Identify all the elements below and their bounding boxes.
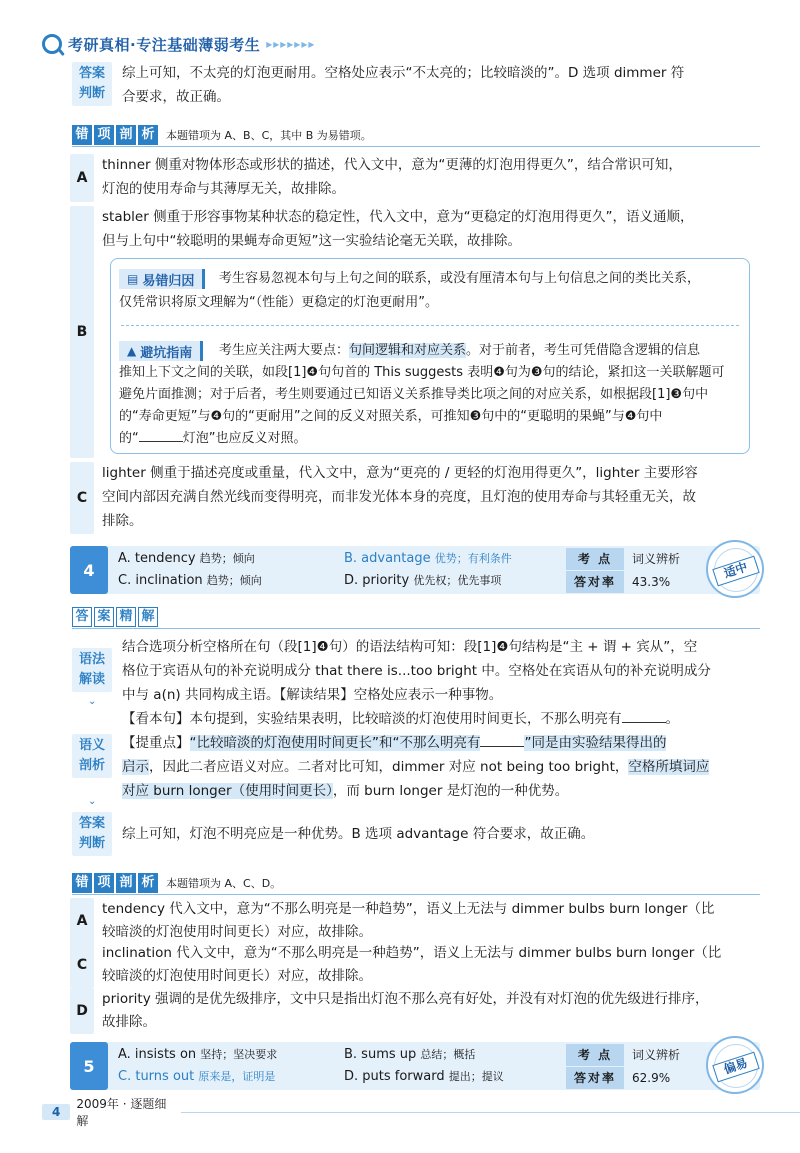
tip-label-error-cause: ▤ 易错归因 <box>119 269 205 289</box>
option-letter-d: D <box>70 988 94 1034</box>
header-title: 考研真相·专注基础薄弱考生 <box>68 35 261 54</box>
option-letter-a: A <box>70 154 94 202</box>
tip2-line-2: 推知上下文之间的关联，如段[1]❹句句首的 This suggests 表明❹句为❸句的结论，紧扣这一关联解题可 <box>119 365 725 380</box>
error-note: 本题错项为 A、C、D。 <box>166 877 282 890</box>
blank-line <box>480 746 524 747</box>
error-analysis-heading: 错 项 剖 析 本题错项为 A、B、C，其中 B 为易错项。 <box>72 124 372 146</box>
option-letter-c: C <box>70 942 94 988</box>
blank-line <box>622 722 666 723</box>
divider <box>72 146 760 147</box>
tip2-line-1: 考生应关注两大要点：句间逻辑和对应关系。对于前者，考生可凭借隐含逻辑的信息 <box>219 343 701 358</box>
magnifier-logo-icon <box>42 34 62 54</box>
option-letter-a: A <box>70 898 94 944</box>
grammar-line-1: 结合选项分析空格所在句（段[1]❹句）的语法结构可知：段[1]❹句结构是“主 + 谓 + 宾从”，空 <box>122 639 698 655</box>
semantic-tag: 语义 剖析 <box>72 734 112 778</box>
option-letter-c: C <box>70 462 94 534</box>
question-4-box <box>70 546 760 594</box>
tip-box <box>110 258 750 454</box>
tip1-line-1: 考生容易忽视本句与上句之间的联系，或没有厘清本句与上句信息之间的类比关系， <box>219 271 701 286</box>
option-a-line-1: thinner 侧重对物体形态或形状的描述，代入文中，意为“更薄的灯泡用得更久”，结合常识可知， <box>102 157 682 173</box>
tip2-line-4: 的“寿命更短”与❹句的“更耐用”之间的反义对照关系，可推知❸句中的“更聪明的果蝇”与❹句中 <box>119 409 663 424</box>
option-c-line-3: 排除。 <box>102 513 143 529</box>
option-d-line-1: priority 强调的是优先级排序，文中只是指出灯泡不那么亮有好处，并没有对灯泡的优先级进行排序， <box>102 991 709 1007</box>
q4-option-b[interactable]: B. advantage 优势；有利条件 <box>344 551 512 566</box>
tip1-line-2: 仅凭常识将原文理解为“（性能）更稳定的灯泡更耐用”。 <box>119 295 438 310</box>
tip-label-avoid-pitfall: ▲ 避坑指南 <box>119 341 203 361</box>
option-c-line-2: 较暗淡的灯泡使用时间更长）对应，故排除。 <box>102 968 372 984</box>
option-b-line-2: 但与上句中“较聪明的果蝇寿命更短”这一实验结论毫无关联，故排除。 <box>102 233 521 249</box>
q5-option-c[interactable]: C. turns out 原来是，证明是 <box>118 1069 276 1084</box>
option-c-line-1: inclination 代入文中，意为“不那么明亮是一种趋势”，语义上无法与 dimmer bulbs burn longer（比 <box>102 945 722 961</box>
q5-option-b[interactable]: B. sums up 总结；概括 <box>344 1047 476 1062</box>
q4-option-a[interactable]: A. tendency 趋势；倾向 <box>118 551 255 566</box>
option-a-line-2: 较暗淡的灯泡使用时间更长）对应，故排除。 <box>102 924 372 940</box>
difficulty-badge: 适中 <box>706 540 764 598</box>
page-header <box>42 32 315 56</box>
conclusion-tag: 答案 判断 <box>72 812 112 856</box>
conclusion-line: 综上可知，灯泡不明亮应是一种优势。B 选项 advantage 符合要求，故正确。 <box>122 826 595 842</box>
option-c-line-1: lighter 侧重于描述亮度或重量，代入文中，意为“更亮的 / 更轻的灯泡用得更久”，lighter 主要形容 <box>102 465 698 481</box>
q5-option-a[interactable]: A. insists on 坚持；坚决要求 <box>118 1047 278 1062</box>
semantic-line-4: 对应 burn longer（使用时间更长），而 burn longer 是灯泡的一种优势。 <box>122 783 569 799</box>
chevron-down-icon: ⌄ <box>88 696 97 707</box>
grammar-line-2: 格位于宾语从句的补充说明成分 that there is...too bright 中。空格处在宾语从句的补充说明成分 <box>122 663 711 679</box>
stats: 考 点 词义辨析 答对率 62.9% <box>566 1042 696 1090</box>
page-footer <box>42 1097 800 1128</box>
warning-icon: ▲ <box>127 344 137 358</box>
q4-option-d[interactable]: D. priority 优先权；优先事项 <box>344 573 502 588</box>
option-a-line-1: tendency 代入文中，意为“不那么明亮是一种趋势”，语义上无法与 dimmer bulbs burn longer（比 <box>102 901 715 917</box>
question-number: 5 <box>70 1042 108 1090</box>
option-d-line-2: 故排除。 <box>102 1014 156 1030</box>
stats: 考 点 词义辨析 答对率 43.3% <box>566 546 696 594</box>
header-arrows: ▸▸▸▸▸▸▸ <box>266 37 316 51</box>
blank-line <box>139 441 183 442</box>
semantic-line-2: 【提重点】“比较暗淡的灯泡使用时间更长”和“不那么明亮有 ”同是由实验结果得出的 <box>122 735 667 751</box>
q4-option-c[interactable]: C. inclination 趋势；倾向 <box>118 573 262 588</box>
footer-rule <box>181 1112 800 1113</box>
conclusion-tag: 答案 判断 <box>72 62 112 106</box>
tip2-line-5: 的“ 灯泡”也应反义对照。 <box>119 431 307 446</box>
option-letter-b: B <box>70 206 94 458</box>
footer-text: 2009年 · 逐题细解 <box>76 1097 167 1128</box>
semantic-line-1: 【看本句】本句提到，实验结果表明，比较暗淡的灯泡使用时间更长，不那么明亮有 。 <box>122 711 679 727</box>
q5-option-d[interactable]: D. puts forward 提出；提议 <box>344 1069 504 1084</box>
tip2-line-3: 避免片面推测；对于后者，考生则要通过已知语义关系推导类比项之间的对应关系，如根据段[1]❸句中 <box>119 387 709 402</box>
grammar-line-3: 中与 a(n) 共同构成主语。【解读结果】空格处应表示一种事物。 <box>122 687 503 703</box>
error-analysis-heading: 错 项 剖 析 本题错项为 A、C、D。 <box>72 872 281 894</box>
page-number: 4 <box>42 1104 70 1120</box>
question-number: 4 <box>70 546 108 594</box>
option-c-line-2: 空间内部因充满自然光线而变得明亮，而非发光体本身的亮度，且灯泡的使用寿命与其轻重无关，故 <box>102 489 696 505</box>
question-5-box <box>70 1042 760 1090</box>
conclusion-line-2: 合要求，故正确。 <box>122 89 230 105</box>
grammar-tag: 语法 解读 <box>72 648 112 692</box>
card-icon: ▤ <box>127 272 139 286</box>
dashed-divider <box>121 325 739 326</box>
error-note: 本题错项为 A、B、C，其中 B 为易错项。 <box>166 129 372 142</box>
option-a-line-2: 灯泡的使用寿命与其薄厚无关，故排除。 <box>102 181 345 197</box>
semantic-line-3: 启示，因此二者应语义对应。二者对比可知，dimmer 对应 not being too bright，空格所填词应 <box>122 759 710 775</box>
chevron-down-icon: ⌄ <box>88 796 97 807</box>
divider <box>72 628 760 629</box>
difficulty-badge: 偏易 <box>706 1036 764 1094</box>
conclusion-line-1: 综上可知，不太亮的灯泡更耐用。空格处应表示“不太亮的；比较暗淡的”。D 选项 dimmer 符 <box>122 65 685 81</box>
answer-explanation-heading: 答 案 精 解 <box>72 606 160 628</box>
divider <box>72 894 760 895</box>
option-b-line-1: stabler 侧重于形容事物某种状态的稳定性，代入文中，意为“更稳定的灯泡用得更久”，语义通顺， <box>102 209 694 225</box>
